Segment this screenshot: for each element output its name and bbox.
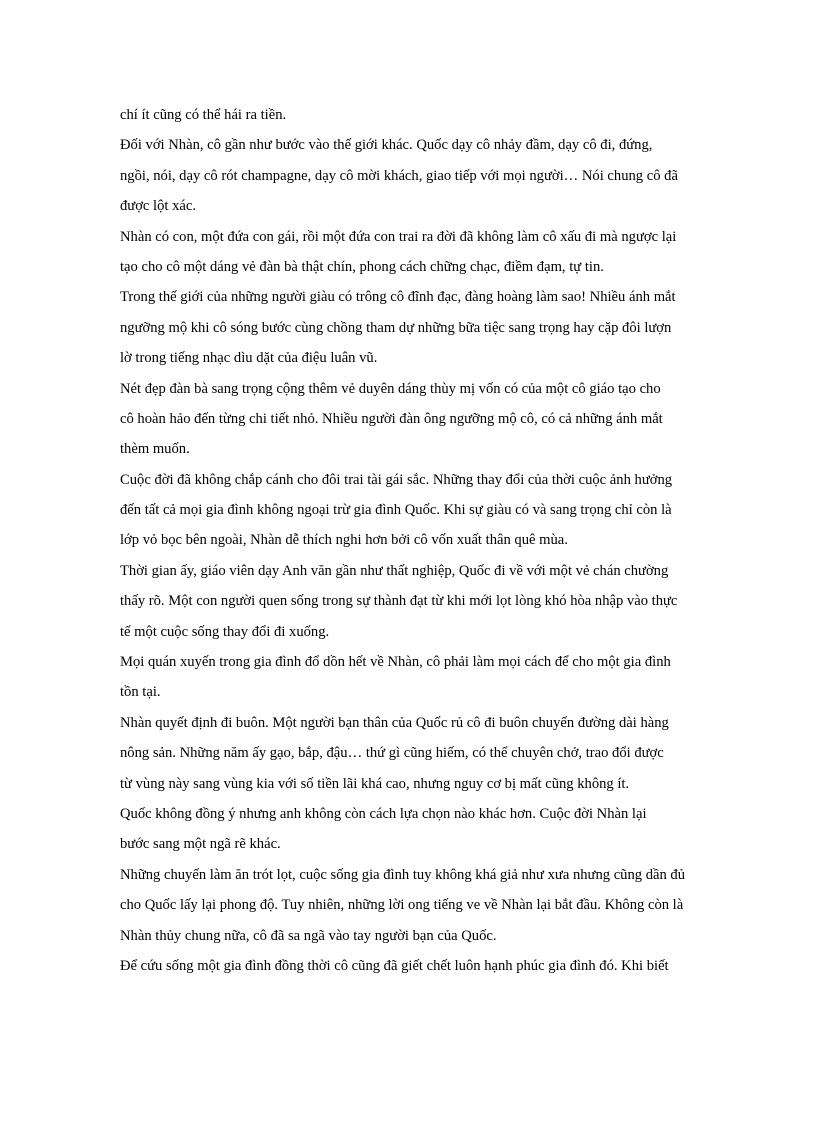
text-line: lớp vỏ bọc bên ngoài, Nhàn dễ thích nghi hơn bởi cô vốn xuất thân quê mùa. — [120, 532, 568, 549]
text-line: lờ trong tiếng nhạc dìu dặt của điệu luân vũ. — [120, 350, 378, 367]
text-line: tế một cuộc sống thay đổi đi xuống. — [120, 623, 330, 640]
text-line: ngưỡng mộ khi cô sóng bước cùng chồng tham dự những bữa tiệc sang trọng hay cặp đôi lượn — [120, 319, 672, 336]
text-line: tạo cho cô một dáng vẻ đàn bà thật chín, phong cách chững chạc, điềm đạm, tự tin. — [120, 258, 604, 275]
text-line: đến tất cả mọi gia đình không ngoại trừ gia đình Quốc. Khi sự giàu có và sang trọng chỉ còn là — [120, 502, 672, 519]
text-line: Cuộc đời đã không chắp cánh cho đôi trai tài gái sắc. Những thay đổi của thời cuộc ảnh hưởng — [120, 471, 673, 488]
text-line: Nhàn thủy chung nữa, cô đã sa ngã vào tay người bạn của Quốc. — [120, 927, 497, 944]
text-line: Nhàn có con, một đứa con gái, rồi một đứa con trai ra đời đã không làm cô xấu đi mà ngược lại — [120, 228, 677, 245]
text-line: Nét đẹp đàn bà sang trọng cộng thêm vẻ duyên dáng thùy mị vốn có của một cô giáo tạo cho — [120, 380, 661, 397]
text-line: Để cứu sống một gia đình đồng thời cô cũng đã giết chết luôn hạnh phúc gia đình đó. Khi biết — [120, 957, 669, 974]
text-line: bước sang một ngã rẽ khác. — [120, 836, 281, 853]
text-line: thèm muốn. — [120, 441, 190, 458]
text-line: nông sản. Những năm ấy gạo, bắp, đậu… thứ gì cũng hiếm, có thể chuyên chở, trao đổi được — [120, 745, 664, 762]
text-line: Mọi quán xuyến trong gia đình đổ dồn hết về Nhàn, cô phải làm mọi cách để cho một gia đình — [120, 654, 671, 671]
body-text — [120, 100, 700, 981]
text-line: ngồi, nói, dạy cô rót champagne, dạy cô mời khách, giao tiếp với mọi người… Nói chung cô đã — [120, 167, 678, 184]
text-line: tồn tại. — [120, 684, 161, 701]
text-line: chí ít cũng có thể hái ra tiền. — [120, 107, 287, 123]
text-line: thấy rõ. Một con người quen sống trong sự thành đạt từ khi mới lọt lòng khó hòa nhập vào thực — [120, 593, 678, 610]
text-line: được lột xác. — [120, 198, 197, 215]
text-line: cho Quốc lấy lại phong độ. Tuy nhiên, những lời ong tiếng ve về Nhàn lại bắt đầu. Không còn là — [120, 897, 684, 914]
text-line: Những chuyến làm ăn trót lọt, cuộc sống gia đình tuy không khá giả như xưa nhưng cũng dần đủ — [120, 866, 686, 883]
text-line: cô hoàn hảo đến từng chi tiết nhỏ. Nhiều người đàn ông ngưỡng mộ cô, có cả những ánh mắt — [120, 410, 663, 427]
text-line: Nhàn quyết định đi buôn. Một người bạn thân của Quốc rủ cô đi buôn chuyến đường dài hàng — [120, 714, 669, 731]
text-line: Trong thế giới của những người giàu có trông cô đĩnh đạc, đàng hoàng làm sao! Nhiều ánh mắt — [120, 289, 676, 306]
text-line: Quốc không đồng ý nhưng anh không còn cách lựa chọn nào khác hơn. Cuộc đời Nhàn lại — [120, 805, 647, 822]
text-line: từ vùng này sang vùng kia với số tiền lãi khá cao, nhưng nguy cơ bị mất cũng không ít. — [120, 775, 630, 792]
text-line: Thời gian ấy, giáo viên dạy Anh văn gần như thất nghiệp, Quốc đi về với một vẻ chán chường — [120, 562, 669, 579]
text-line: Đối với Nhàn, cô gần như bước vào thế giới khác. Quốc dạy cô nhảy đầm, dạy cô đi, đứng, — [120, 137, 653, 154]
